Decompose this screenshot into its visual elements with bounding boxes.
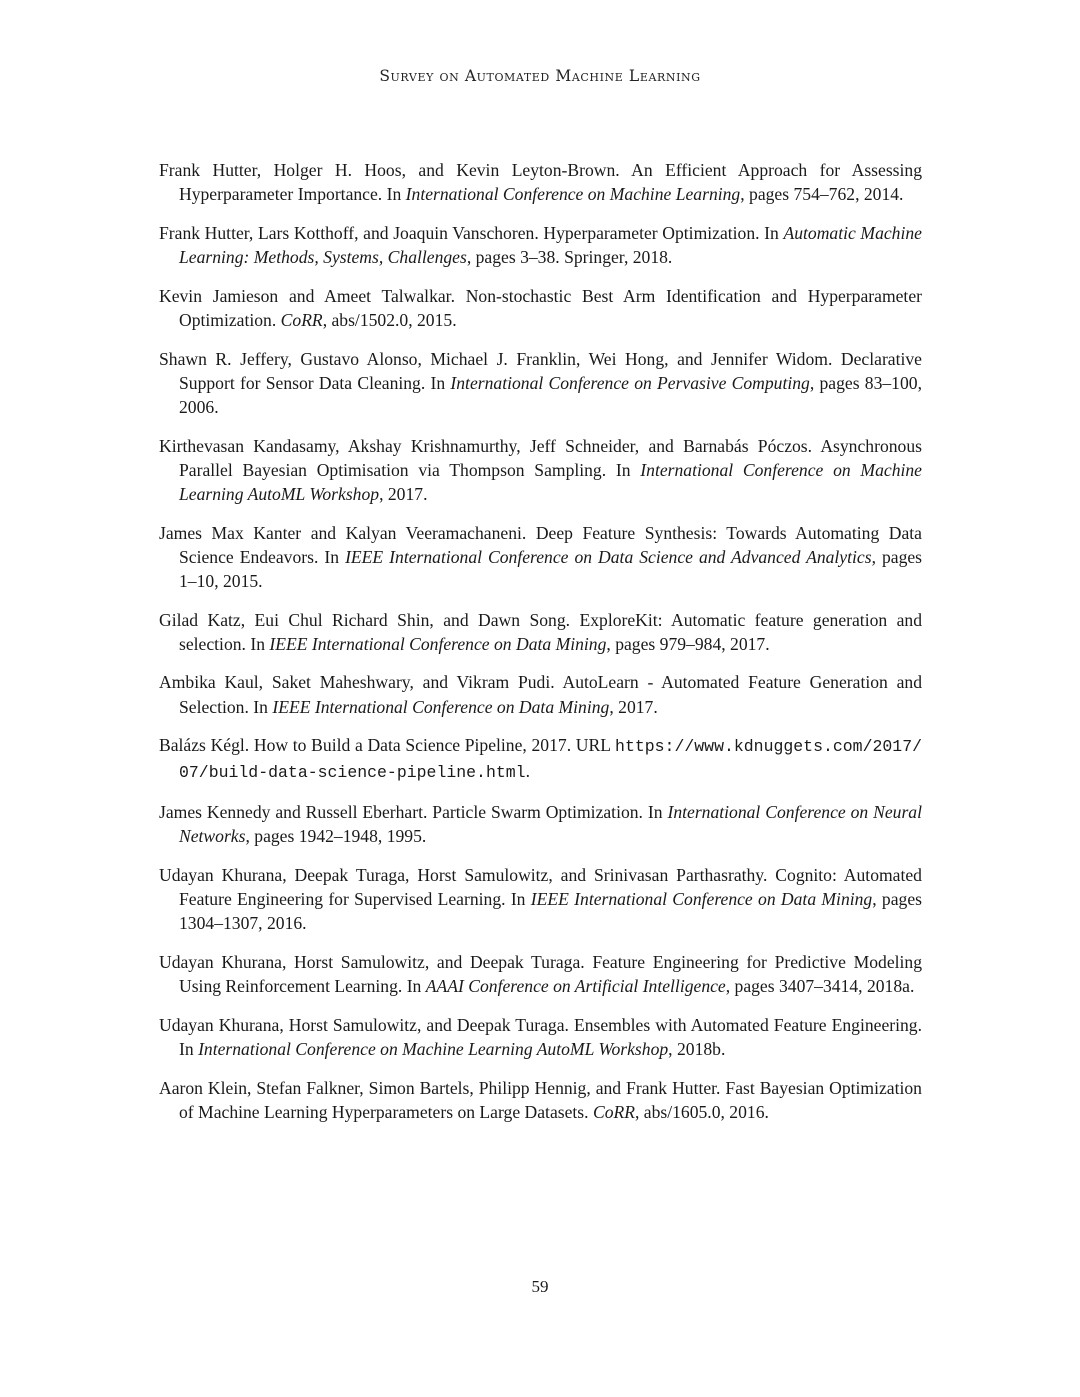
ref-title: AutoLearn - Automated Feature Generation and Selection. <box>179 672 922 717</box>
reference-item <box>159 670 922 718</box>
ref-venue: AAAI Conference on Artificial Intelligence <box>425 976 726 997</box>
ref-venue: International Conference on Machine Learning AutoML Workshop <box>179 459 922 504</box>
reference-item <box>159 1013 922 1061</box>
ref-venue: International Conference on Neural Networks <box>179 802 922 847</box>
ref-title: Ensembles with Automated Feature Engineering. <box>573 1014 922 1035</box>
reference-item <box>159 284 922 332</box>
ref-details: , 2017. <box>379 483 428 504</box>
ref-details: , abs/1502.0, 2015. <box>322 309 457 330</box>
page-number: 59 <box>531 1277 549 1296</box>
ref-in: In <box>179 1038 194 1059</box>
ref-details: , pages 1–10, 2015. <box>179 546 923 591</box>
ref-authors: Frank Hutter, Lars Kotthoff, and Joaquin Vanschoren. <box>159 222 539 243</box>
ref-title: Feature Engineering for Predictive Modeling Using Reinforcement Learning. <box>179 952 923 997</box>
ref-details: , pages 83–100, 2006. <box>179 372 922 417</box>
ref-in: In <box>386 184 402 205</box>
ref-venue: Automatic Machine Learning: Methods, Systems, Challenges <box>179 222 922 267</box>
ref-title: Declarative Support for Sensor Data Cleaning. <box>179 348 922 393</box>
ref-authors: Udayan Khurana, Horst Samulowitz, and Deepak Turaga. <box>159 1014 569 1035</box>
ref-venue: IEEE International Conference on Data Science and Advanced Analytics <box>345 546 872 567</box>
ref-title: How to Build a Data Science Pipeline, 2017. <box>253 735 572 756</box>
reference-item <box>159 1076 922 1124</box>
ref-authors: Kirthevasan Kandasamy, Akshay Krishnamurthy, Jeff Schneider, and Barnabás Póczos. <box>159 435 813 456</box>
running-head: Survey on Automated Machine Learning <box>379 67 701 85</box>
reference-item <box>159 950 922 998</box>
ref-in: In <box>647 802 663 823</box>
ref-details: , 2017. <box>609 696 658 717</box>
reference-item <box>159 434 922 506</box>
ref-venue: International Conference on Pervasive Computing <box>450 372 810 393</box>
ref-authors: Ambika Kaul, Saket Maheshwary, and Vikram Pudi. <box>159 672 555 693</box>
ref-venue: IEEE International Conference on Data Mining <box>530 889 873 910</box>
ref-in: In <box>510 889 526 910</box>
ref-venue: CoRR <box>592 1101 635 1122</box>
ref-authors: Udayan Khurana, Deepak Turaga, Horst Samulowitz, and Srinivasan Parthasrathy. <box>159 865 768 886</box>
ref-title: Deep Feature Synthesis: Towards Automating Data Science Endeavors. <box>179 522 922 567</box>
ref-venue: IEEE International Conference on Data Mining <box>272 696 610 717</box>
reference-item <box>159 608 922 656</box>
ref-in: In <box>324 546 340 567</box>
ref-authors: Balázs Kégl. <box>159 735 250 756</box>
ref-title: Fast Bayesian Optimization of Machine Learning Hyperparameters on Large Datasets. <box>179 1077 922 1122</box>
ref-details: , pages 754–762, 2014. <box>740 184 904 205</box>
ref-title: An Efficient Approach for Assessing Hyperparameter Importance. <box>179 160 922 205</box>
ref-in: In <box>764 222 779 243</box>
ref-details: . <box>525 761 530 782</box>
ref-venue: International Conference on Machine Learning AutoML Workshop <box>198 1038 669 1059</box>
reference-list <box>159 158 922 1139</box>
ref-authors: Udayan Khurana, Horst Samulowitz, and Deepak Turaga. <box>159 952 585 972</box>
ref-authors: James Max Kanter and Kalyan Veeramachaneni. <box>159 522 527 543</box>
ref-authors: Aaron Klein, Stefan Falkner, Simon Bartels, Philipp Hennig, and Frank Hutter. <box>159 1077 721 1098</box>
ref-details: , abs/1605.0, 2016. <box>634 1101 769 1122</box>
ref-authors: Kevin Jamieson and Ameet Talwalkar. <box>159 285 455 306</box>
ref-title: Hyperparameter Optimization. <box>543 222 760 243</box>
ref-in: In <box>615 459 631 480</box>
reference-item <box>159 158 922 206</box>
ref-details: , pages 3407–3414, 2018a. <box>725 976 915 997</box>
ref-venue: CoRR <box>280 309 323 330</box>
ref-in: In <box>430 372 446 393</box>
reference-item <box>159 521 922 593</box>
ref-details: , 2018b. <box>668 1038 726 1059</box>
ref-authors: Frank Hutter, Holger H. Hoos, and Kevin Leyton-Brown. <box>159 160 620 180</box>
ref-title: Asynchronous Parallel Bayesian Optimisation via Thompson Sampling. <box>179 435 922 480</box>
reference-item <box>159 863 922 935</box>
ref-in: In <box>406 976 422 997</box>
reference-item <box>159 347 922 419</box>
ref-venue: IEEE International Conference on Data Mining <box>269 633 607 654</box>
ref-details: , pages 3–38. Springer, 2018. <box>466 246 673 267</box>
ref-details: , pages 1304–1307, 2016. <box>179 889 922 934</box>
ref-title: Cognito: Automated Feature Engineering for Supervised Learning. <box>179 865 922 910</box>
ref-details: , pages 979–984, 2017. <box>606 633 770 654</box>
ref-authors: James Kennedy and Russell Eberhart. <box>159 802 428 823</box>
ref-title: Particle Swarm Optimization. <box>432 802 643 823</box>
ref-url-link[interactable]: https://www.kdnuggets.com/2017/07/build-data-science-pipeline.html <box>179 737 922 783</box>
ref-title: ExploreKit: Automatic feature generation and selection. <box>179 609 923 654</box>
reference-item <box>159 221 922 269</box>
ref-authors: Shawn R. Jeffery, Gustavo Alonso, Michael J. Franklin, Wei Hong, and Jennifer Widom. <box>159 348 833 369</box>
ref-title: Non-stochastic Best Arm Identification and Hyperparameter Optimization. <box>179 285 922 330</box>
reference-item <box>159 800 922 848</box>
ref-url-prefix: URL <box>575 735 611 756</box>
ref-venue: International Conference on Machine Learning <box>405 184 741 205</box>
ref-authors: Gilad Katz, Eui Chul Richard Shin, and Dawn Song. <box>159 609 571 630</box>
ref-in: In <box>250 633 265 654</box>
reference-item <box>159 733 922 785</box>
ref-in: In <box>253 696 268 717</box>
ref-details: , pages 1942–1948, 1995. <box>245 826 427 847</box>
